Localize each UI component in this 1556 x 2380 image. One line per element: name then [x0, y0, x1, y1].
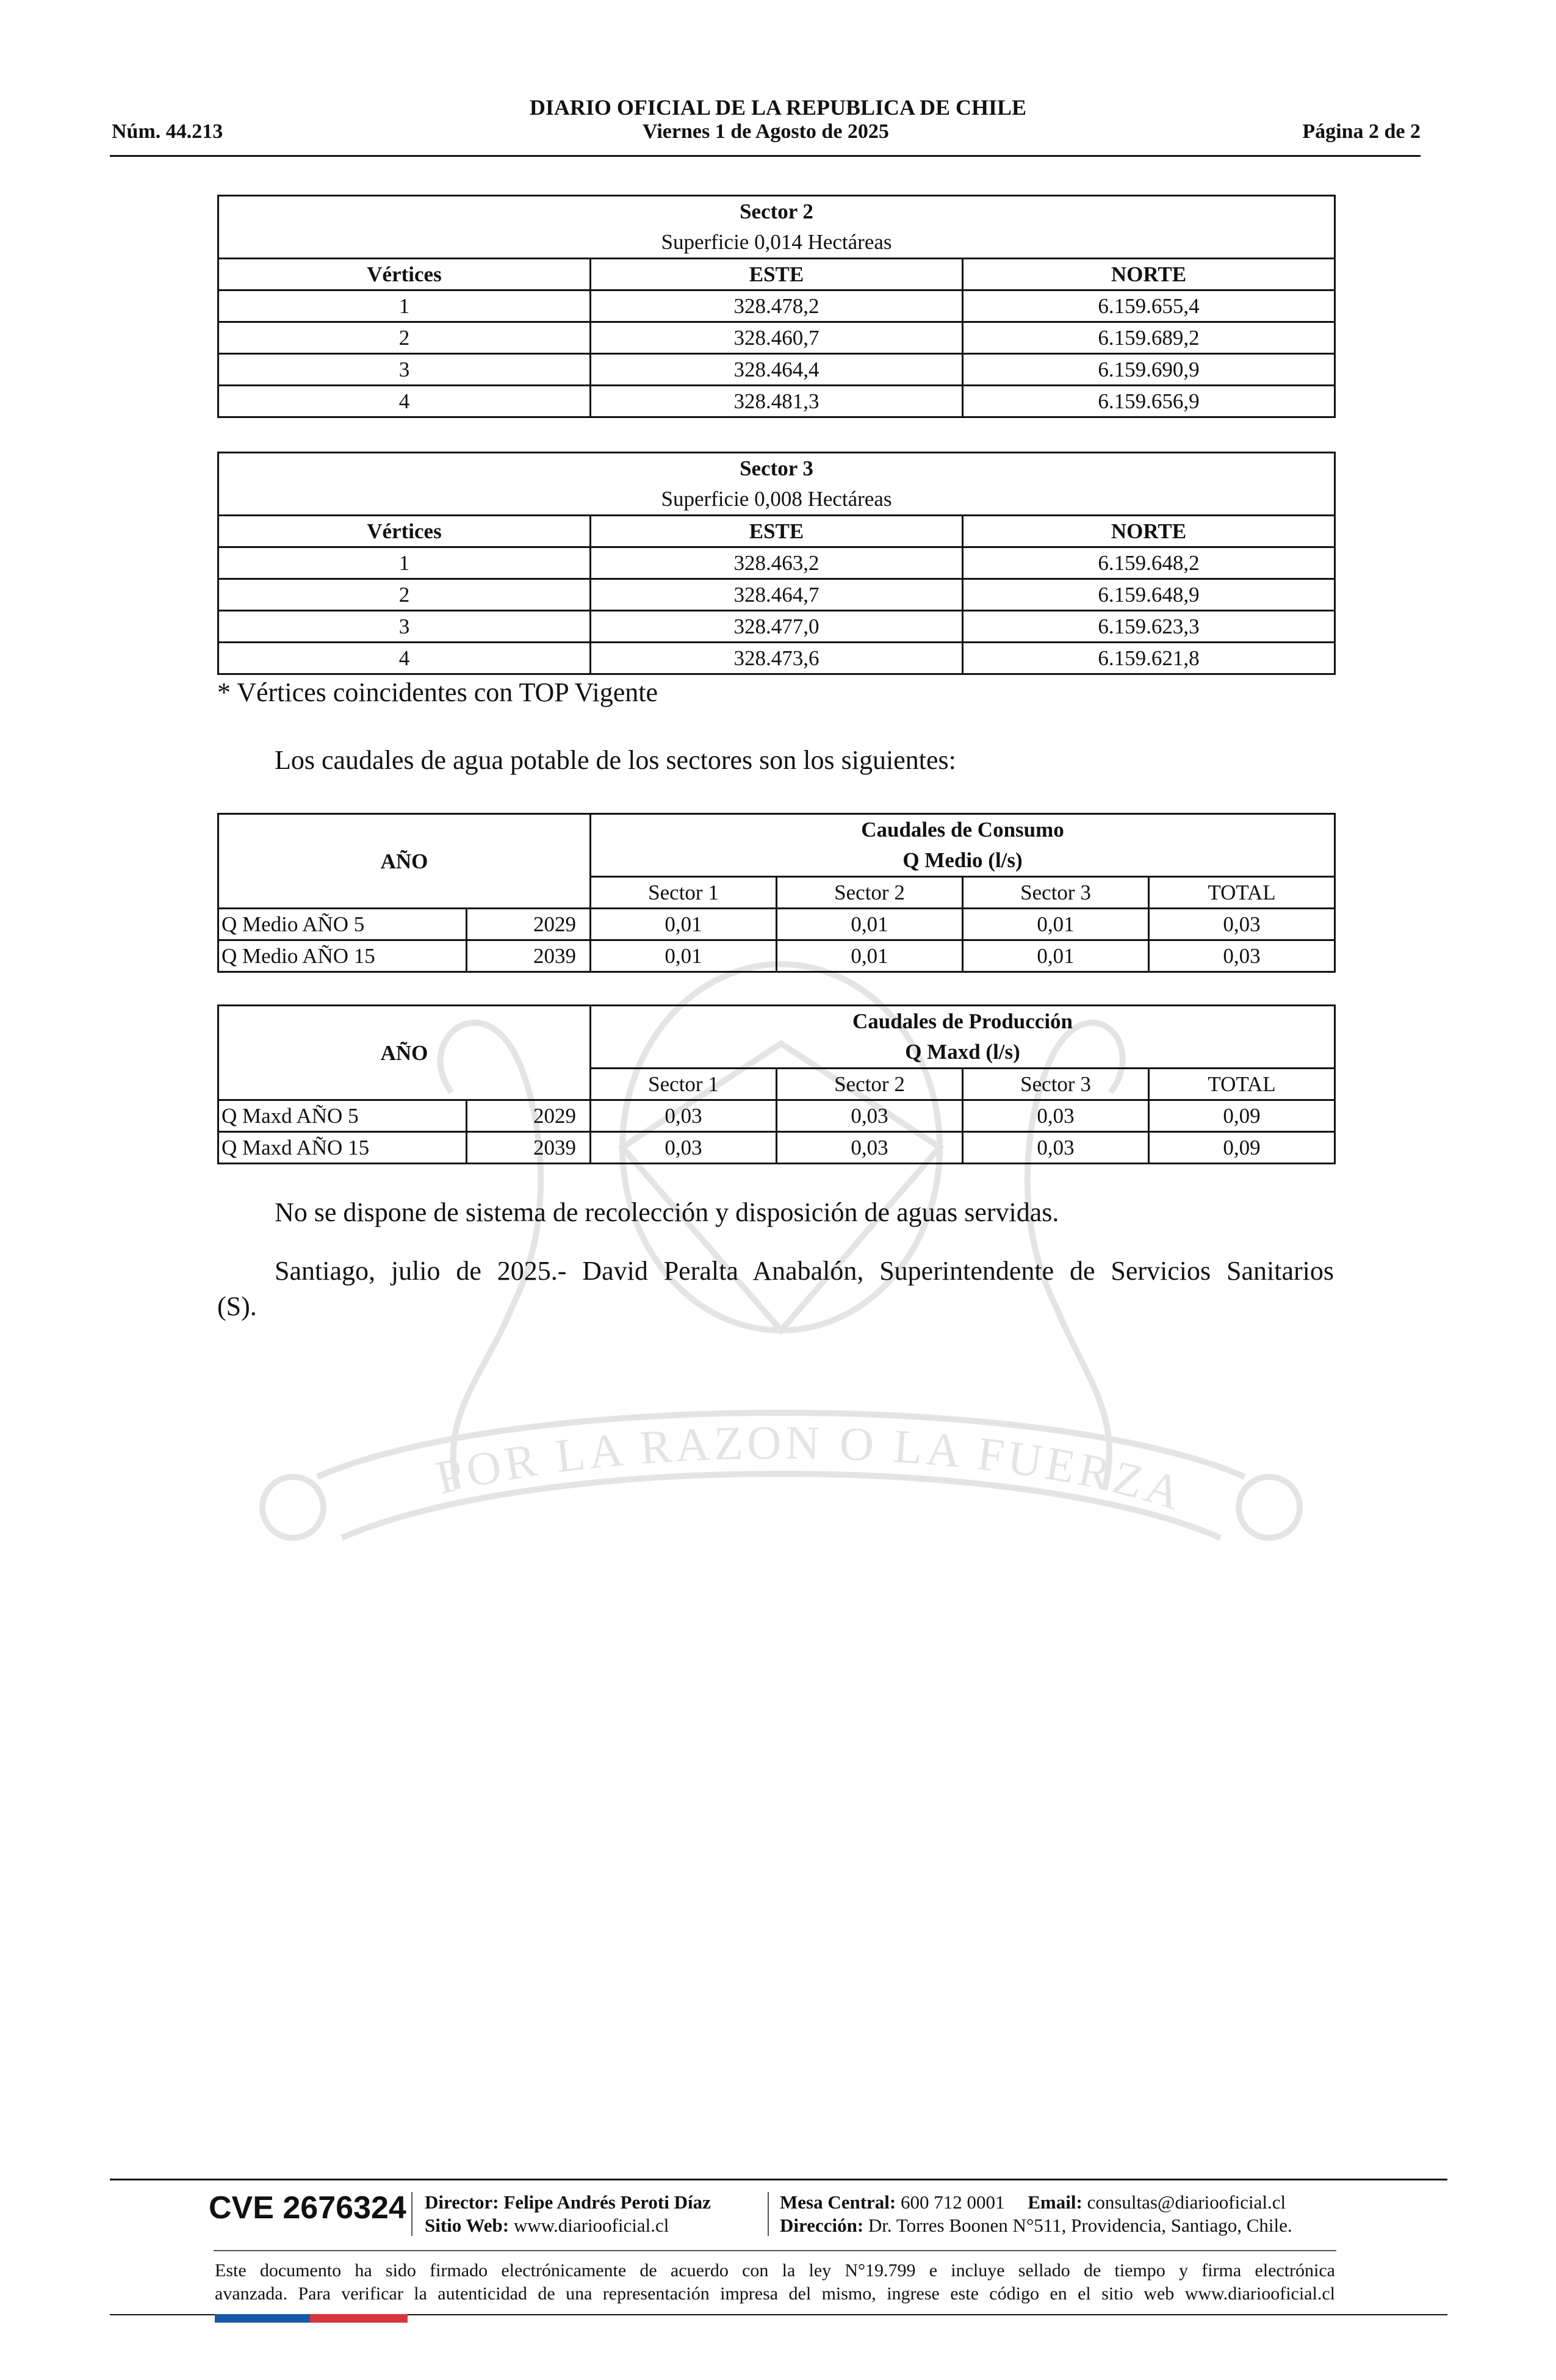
address-text: Dr. Torres Boonen N°511, Providencia, Santiago, Chile.: [868, 2215, 1292, 2236]
sector-3-table: [217, 452, 1336, 675]
table-cell: 328.481,3: [591, 386, 963, 417]
table-cell: 6.159.689,2: [963, 322, 1335, 354]
legal-line: avanzada. Para verificar la autenticidad de una representación impresa del mismo, ingrese este código en el sitio web www.diariooficial.cl: [215, 2284, 1335, 2304]
column-header: TOTAL: [1149, 877, 1335, 909]
table-cell: 6.159.621,8: [963, 643, 1335, 674]
table-cell: 0,01: [591, 909, 777, 940]
table-cell: 1: [218, 547, 591, 579]
table-cell: 2: [218, 322, 591, 354]
table-cell: 328.477,0: [591, 611, 963, 643]
consumo-table: [217, 813, 1336, 973]
table-row: [218, 386, 1335, 417]
no-sewer-paragraph: No se dispone de sistema de recolección y disposición de aguas servidas.: [275, 1197, 1059, 1227]
table-cell: 4: [218, 386, 591, 417]
email-label: Email:: [1028, 2191, 1082, 2213]
column-header: NORTE: [963, 516, 1335, 547]
column-header: Vértices: [218, 259, 591, 290]
email-link[interactable]: consultas@diariooficial.cl: [1087, 2191, 1286, 2213]
sector-title: Sector 2: [740, 200, 813, 223]
table-cell: 0,09: [1149, 1132, 1335, 1164]
table-cell: 0,01: [591, 940, 777, 972]
website-link[interactable]: www.diariooficial.cl: [513, 2215, 669, 2236]
column-header: TOTAL: [1149, 1069, 1335, 1100]
table-cell: 0,03: [963, 1132, 1149, 1164]
column-header: Sector 2: [777, 877, 963, 909]
column-header: Vértices: [218, 516, 591, 547]
footer-divider: [214, 2250, 1336, 2251]
cve-code: CVE 2676324: [209, 2190, 406, 2226]
table-row: [218, 611, 1335, 643]
flag-stripe-blue: [215, 2314, 310, 2323]
sector-title-cell: [218, 453, 1335, 516]
address-label: Dirección:: [780, 2215, 864, 2236]
table-cell: 328.464,4: [591, 354, 963, 386]
table-cell: 328.464,7: [591, 579, 963, 611]
table-row: [218, 579, 1335, 611]
sector-area: Superficie 0,008 Hectáreas: [661, 487, 892, 511]
phone-number: 600 712 0001: [901, 2191, 1005, 2213]
row-label: Q Maxd AÑO 5: [218, 1100, 467, 1132]
table-row: [218, 547, 1335, 579]
group-subtitle: Q Maxd (l/s): [905, 1040, 1020, 1064]
table-row: [218, 1132, 1335, 1164]
signature-paragraph: Santiago, julio de 2025.- David Peralta Anabalón, Superintendente de Servicios Sanitarios: [275, 1256, 1334, 1286]
table-cell: 6.159.648,9: [963, 579, 1335, 611]
row-label: Q Medio AÑO 5: [218, 909, 467, 940]
legal-notice: [215, 2259, 1335, 2306]
column-header: Sector 1: [591, 1069, 777, 1100]
table-cell: 0,03: [1149, 909, 1335, 940]
legal-line: Este documento ha sido firmado electrónicamente de acuerdo con la ley N°19.799 e incluye sellado de tiempo y firma electrónica: [215, 2260, 1335, 2281]
row-label: Q Medio AÑO 15: [218, 940, 467, 972]
footer-director: [425, 2191, 711, 2214]
column-header: Sector 2: [777, 1069, 963, 1100]
table-row: [218, 909, 1335, 940]
table-cell: 0,03: [591, 1132, 777, 1164]
table-cell: 0,09: [1149, 1100, 1335, 1132]
group-title: Caudales de Consumo: [861, 818, 1064, 842]
table-cell: 6.159.655,4: [963, 290, 1335, 322]
column-header: ESTE: [591, 516, 963, 547]
table-cell: 6.159.656,9: [963, 386, 1335, 417]
table-cell: 328.473,6: [591, 643, 963, 674]
table-header-row: [218, 516, 1335, 547]
table-cell: 0,01: [777, 909, 963, 940]
table-cell: 1: [218, 290, 591, 322]
issue-date: Viernes 1 de Agosto de 2025: [643, 120, 889, 143]
table-cell: 0,03: [591, 1100, 777, 1132]
sector-area: Superficie 0,014 Hectáreas: [661, 230, 892, 254]
column-header: ESTE: [591, 259, 963, 290]
column-header: Sector 3: [963, 1069, 1149, 1100]
row-year: 2039: [467, 1132, 591, 1164]
sector-title: Sector 3: [740, 456, 813, 480]
group-title-cell: [591, 814, 1335, 877]
table-cell: 0,03: [1149, 940, 1335, 972]
column-header: Sector 3: [963, 877, 1149, 909]
sector-title-cell: [218, 196, 1335, 259]
sector-2-table: [217, 195, 1336, 418]
sector-title-row: [218, 196, 1335, 259]
group-header-row: [218, 814, 1335, 877]
row-year: 2039: [467, 940, 591, 972]
website-label: Sitio Web:: [425, 2215, 510, 2236]
footer-separator: [768, 2192, 769, 2236]
footer-top-rule: [110, 2179, 1447, 2180]
director-name: Felipe Andrés Peroti Díaz: [503, 2191, 711, 2213]
watermark-motto: POR LA RAZON O LA FUERZA: [431, 1415, 1192, 1521]
director-label: Director:: [425, 2191, 499, 2213]
table-row: [218, 940, 1335, 972]
table-row: [218, 643, 1335, 674]
table-cell: 328.478,2: [591, 290, 963, 322]
column-header: NORTE: [963, 259, 1335, 290]
year-header: AÑO: [218, 814, 591, 909]
flag-stripe-red: [310, 2314, 408, 2323]
table-cell: 3: [218, 611, 591, 643]
footer-address: [780, 2214, 1292, 2237]
table-row: [218, 354, 1335, 386]
table-cell: 0,03: [777, 1100, 963, 1132]
table-cell: 0,01: [963, 940, 1149, 972]
produccion-table: [217, 1004, 1336, 1164]
table-cell: 0,03: [963, 1100, 1149, 1132]
table-header-row: [218, 259, 1335, 290]
table-cell: 0,03: [777, 1132, 963, 1164]
table-cell: 0,01: [963, 909, 1149, 940]
table-row: [218, 322, 1335, 354]
signature-continuation: (S).: [217, 1291, 257, 1321]
table-cell: 4: [218, 643, 591, 674]
group-subtitle: Q Medio (l/s): [902, 848, 1023, 872]
group-header-row: [218, 1006, 1335, 1069]
table-row: [218, 290, 1335, 322]
table-row: [218, 1100, 1335, 1132]
footnote: * Vértices coincidentes con TOP Vigente: [217, 677, 658, 707]
table-cell: 6.159.623,3: [963, 611, 1335, 643]
page-indicator: Página 2 de 2: [1302, 120, 1421, 143]
table-cell: 6.159.690,9: [963, 354, 1335, 386]
table-cell: 0,01: [777, 940, 963, 972]
group-title-cell: [591, 1006, 1335, 1069]
table-cell: 328.460,7: [591, 322, 963, 354]
row-year: 2029: [467, 909, 591, 940]
phone-label: Mesa Central:: [780, 2191, 896, 2213]
column-header: Sector 1: [591, 877, 777, 909]
footer-contact: [780, 2191, 1286, 2214]
table-cell: 2: [218, 579, 591, 611]
header-divider: [110, 155, 1421, 157]
row-year: 2029: [467, 1100, 591, 1132]
table-cell: 3: [218, 354, 591, 386]
intro-paragraph: Los caudales de agua potable de los sectores son los siguientes:: [275, 745, 956, 775]
footer-website: [425, 2214, 669, 2237]
row-label: Q Maxd AÑO 15: [218, 1132, 467, 1164]
year-header: AÑO: [218, 1006, 591, 1100]
table-cell: 328.463,2: [591, 547, 963, 579]
sector-title-row: [218, 453, 1335, 516]
footer-separator: [411, 2192, 412, 2236]
issue-number: Núm. 44.213: [112, 120, 223, 143]
newspaper-title: DIARIO OFICIAL DE LA REPUBLICA DE CHILE: [529, 95, 1027, 120]
table-cell: 6.159.648,2: [963, 547, 1335, 579]
group-title: Caudales de Producción: [852, 1009, 1073, 1033]
